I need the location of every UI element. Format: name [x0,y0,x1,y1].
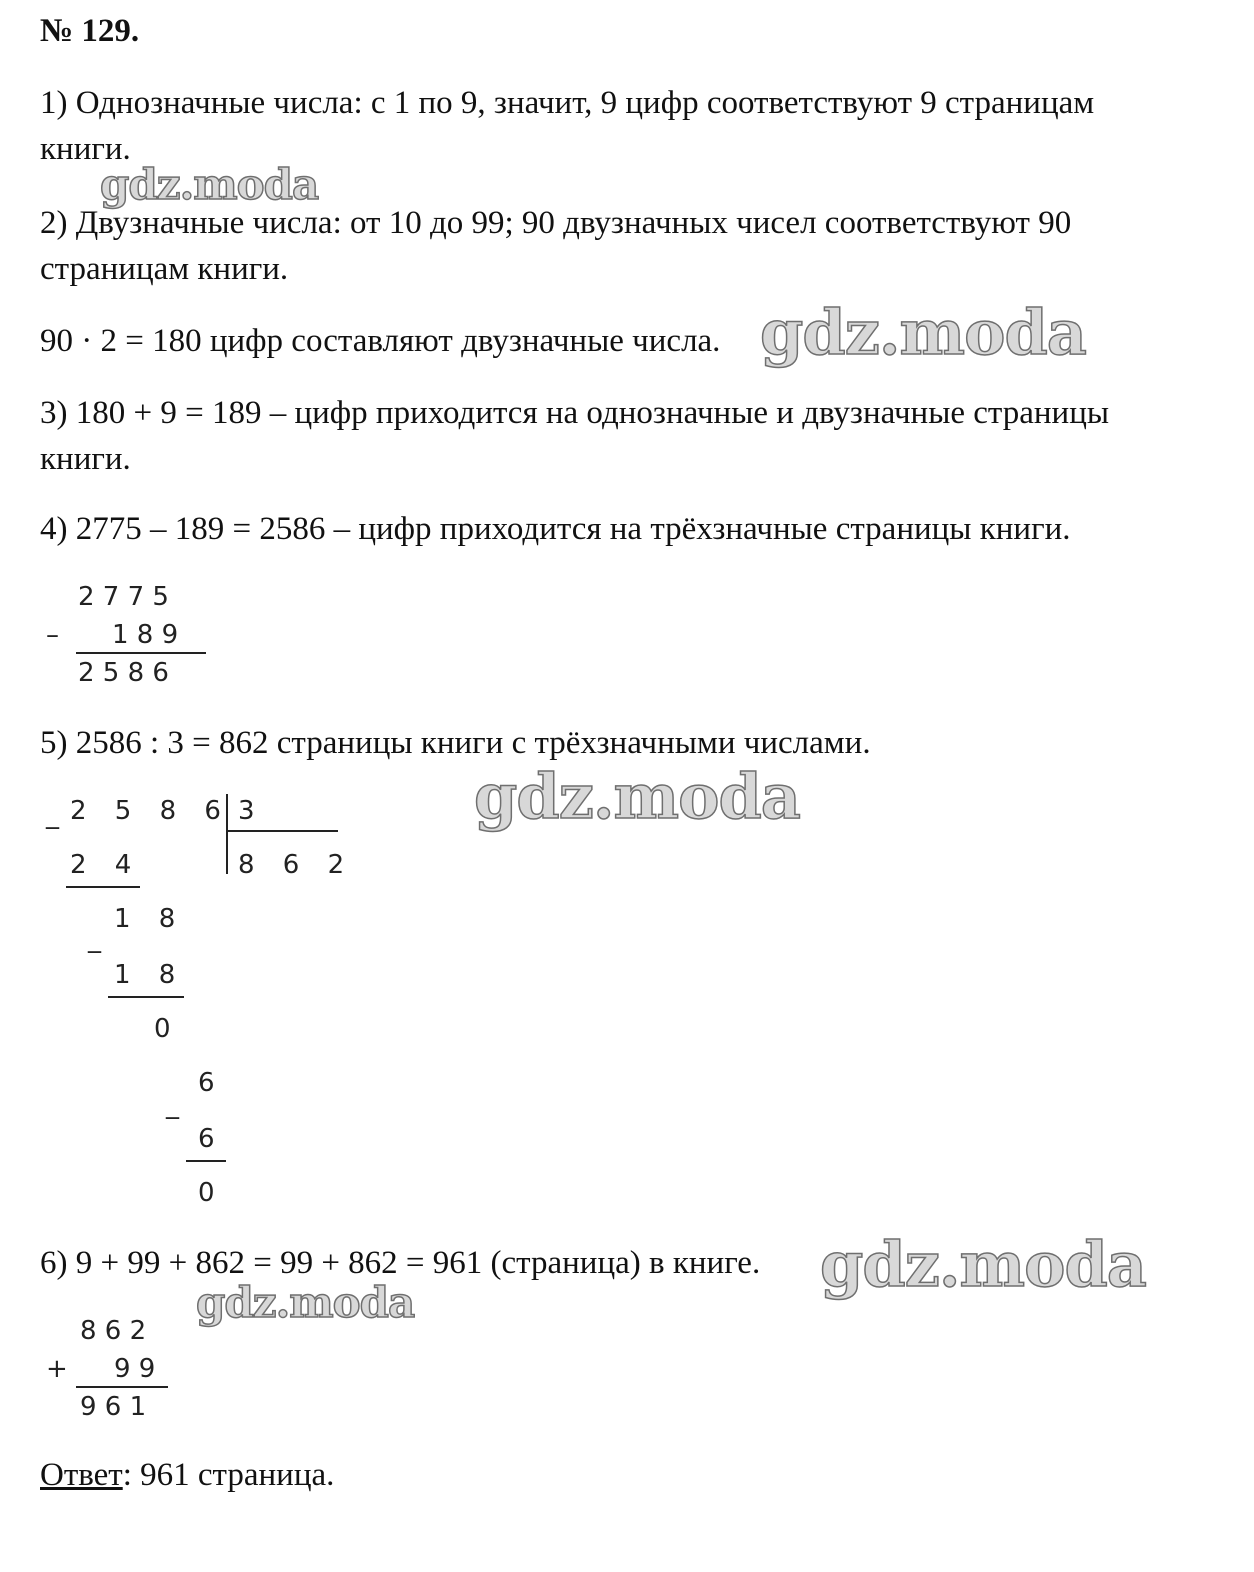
step-4: 4) 2775 – 189 = 2586 – цифр приходится на трёхзначные страницы книги. [40,511,1071,547]
answer [40,1452,334,1498]
step-2-line-1: 2) Двузначные числа: от 10 до 99; 90 двузначных чисел соответствуют 90 [40,205,1072,241]
addition-line [76,1386,168,1388]
step-1-line-2: книги. [40,131,131,167]
step-2-line-2: страницам книги. [40,251,289,287]
answer-text: : 961 страница. [122,1457,335,1493]
division-line-3 [186,1160,226,1162]
addition-term-1: 8 6 2 [80,1316,147,1346]
watermark-2: gdz.moda [760,296,1086,369]
division-zero-2: 0 [198,1178,215,1208]
division-minus-3: _ [166,1090,179,1120]
division-line-1 [66,886,140,888]
division-line-2 [108,996,184,998]
watermark-3: gdz.moda [474,760,800,833]
division-product-3: 6 [198,1124,215,1154]
addition-term-2: 9 9 [114,1354,156,1384]
step-5: 5) 2586 : 3 = 862 страницы книги с трёхзначными числами. [40,725,871,761]
watermark-5: gdz.moda [196,1278,415,1327]
watermark-1: gdz.moda [100,160,319,209]
subtraction-subtrahend: 1 8 9 [112,620,179,650]
addition-sum: 9 6 1 [80,1392,147,1422]
step-3-line-1: 3) 180 + 9 = 189 – цифр приходится на однозначные и двузначные страницы [40,395,1110,431]
division-product-1: 2 4 [70,850,142,880]
division-minus-1: _ [46,800,59,830]
division-vertical-bar [226,794,228,874]
watermark-4: gdz.moda [820,1228,1146,1301]
subtraction-line [76,652,206,654]
division-remainder-2: 6 [198,1068,215,1098]
division-remainder-1: 1 8 [114,904,186,934]
division-divisor-line [226,830,338,832]
step-6: 6) 9 + 99 + 862 = 99 + 862 = 961 (страница) в книге. [40,1245,761,1281]
answer-label: Ответ [40,1457,123,1493]
step-1-line-1: 1) Однозначные числа: с 1 по 9, значит, 9 цифр соответствуют 9 страницам [40,85,1095,121]
division-dividend: 2 5 8 6 [70,796,231,826]
division-product-2: 1 8 [114,960,186,990]
step-3-line-2: книги. [40,441,131,477]
division-zero-1: 0 [154,1014,171,1044]
division-divisor: 3 [238,796,255,826]
subtraction-minuend: 2 7 7 5 [78,582,169,612]
problem-number: № 129. [40,13,140,49]
subtraction-result: 2 5 8 6 [78,658,169,688]
division-minus-2: _ [88,924,101,954]
step-2-calc: 90 · 2 = 180 цифр составляют двузначные числа. [40,323,721,359]
plus-sign: + [46,1354,68,1384]
minus-sign: – [46,620,59,650]
division-quotient: 8 6 2 [238,850,355,880]
